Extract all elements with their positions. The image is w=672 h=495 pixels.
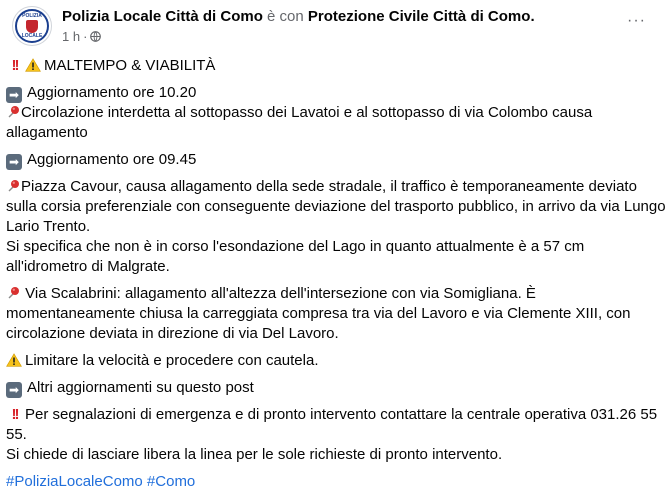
post-title: Polizia Locale Città di Como è con Protezione Civile Città di Como.	[62, 8, 535, 25]
cavour-line4: Si specifica che non è in corso l'esondazione del Lago in quanto attualmente è a 57 cm	[6, 238, 585, 255]
update1-text: Circolazione interdetta al sottopasso dei Lavatoi e al sottopasso di via Colombo causa	[21, 104, 593, 121]
post-body	[6, 56, 666, 495]
scalabrini-paragraph	[6, 284, 666, 344]
update1-paragraph	[6, 83, 666, 143]
cavour-line3: Lario Trento.	[6, 218, 91, 235]
hashtags-paragraph	[6, 472, 666, 492]
right-arrow-icon: ➡	[6, 87, 22, 103]
cavour-line1: Piazza Cavour, causa allagamento della sede stradale, il traffico è temporaneamente deviato	[21, 178, 637, 195]
right-arrow-icon: ➡	[6, 382, 22, 398]
more-updates-text: Altri aggiornamenti su questo post	[27, 379, 254, 396]
meta-separator: ·	[83, 29, 88, 44]
globe-icon[interactable]	[90, 31, 101, 42]
emergency-line2: 55.	[6, 426, 27, 443]
hashtag-polizialocalecomo[interactable]: #PoliziaLocaleComo	[6, 473, 143, 490]
post-header	[6, 0, 664, 52]
warning-icon	[25, 58, 41, 72]
round-pushpin-icon	[6, 105, 20, 119]
caution-paragraph	[6, 351, 666, 371]
heading-text: MALTEMPO & VIABILITÀ	[44, 57, 216, 74]
update1-text2: allagamento	[6, 124, 88, 141]
update1-label: Aggiornamento ore 10.20	[27, 84, 197, 101]
update2-paragraph	[6, 150, 666, 170]
double-exclamation-icon: !!	[11, 57, 18, 74]
round-pushpin-icon	[6, 286, 20, 300]
tagged-page-link[interactable]: Protezione Civile Città di Como	[307, 8, 531, 25]
hashtag-como[interactable]: #Como	[146, 473, 196, 490]
right-arrow-icon: ➡	[6, 154, 22, 170]
cavour-line5: all'idrometro di Malgrate.	[6, 258, 170, 275]
page-name-link[interactable]: Polizia Locale Città di Como	[62, 8, 263, 25]
scalabrini-line3: circolazione deviata in direzione di via Del Lavoro.	[6, 325, 339, 342]
more-updates-paragraph	[6, 378, 666, 398]
avatar-logo-line1: POLIZIA	[22, 13, 42, 19]
emergency-paragraph	[6, 405, 666, 465]
update2-label: Aggiornamento ore 09.45	[27, 151, 197, 168]
scalabrini-line1: Via Scalabrini: allagamento all'altezza dell'intersezione con via Somigliana. È	[25, 285, 536, 302]
warning-icon	[6, 353, 22, 367]
connector-text: è con	[267, 8, 304, 25]
double-exclamation-icon: !!	[11, 406, 18, 423]
emergency-line1: Per segnalazioni di emergenza e di pronto intervento contattare la centrale operativa 031.26 55	[25, 406, 658, 423]
avatar[interactable]	[12, 6, 52, 46]
more-options-button[interactable]: ···	[627, 12, 646, 29]
cavour-paragraph	[6, 177, 666, 277]
post-time[interactable]: 1 h	[62, 29, 81, 44]
caution-text: Limitare la velocità e procedere con cautela.	[25, 352, 319, 369]
heading-paragraph	[6, 56, 666, 76]
avatar-logo	[15, 9, 49, 43]
cavour-line2: sulla corsia preferenziale con conseguente deviazione del trasporto pubblico, in arrivo da via Lungo	[6, 198, 666, 215]
shield-icon	[26, 20, 38, 33]
avatar-logo-line2: LOCALE	[21, 33, 43, 39]
emergency-line3: Si chiede di lasciare libera la linea per le sole richieste di pronto intervento.	[6, 446, 503, 463]
round-pushpin-icon	[6, 179, 20, 193]
scalabrini-line2: momentaneamente chiusa la carreggiata compresa tra via del Lavoro e via Clemente XIII, con	[6, 305, 631, 322]
post-meta	[62, 29, 101, 44]
